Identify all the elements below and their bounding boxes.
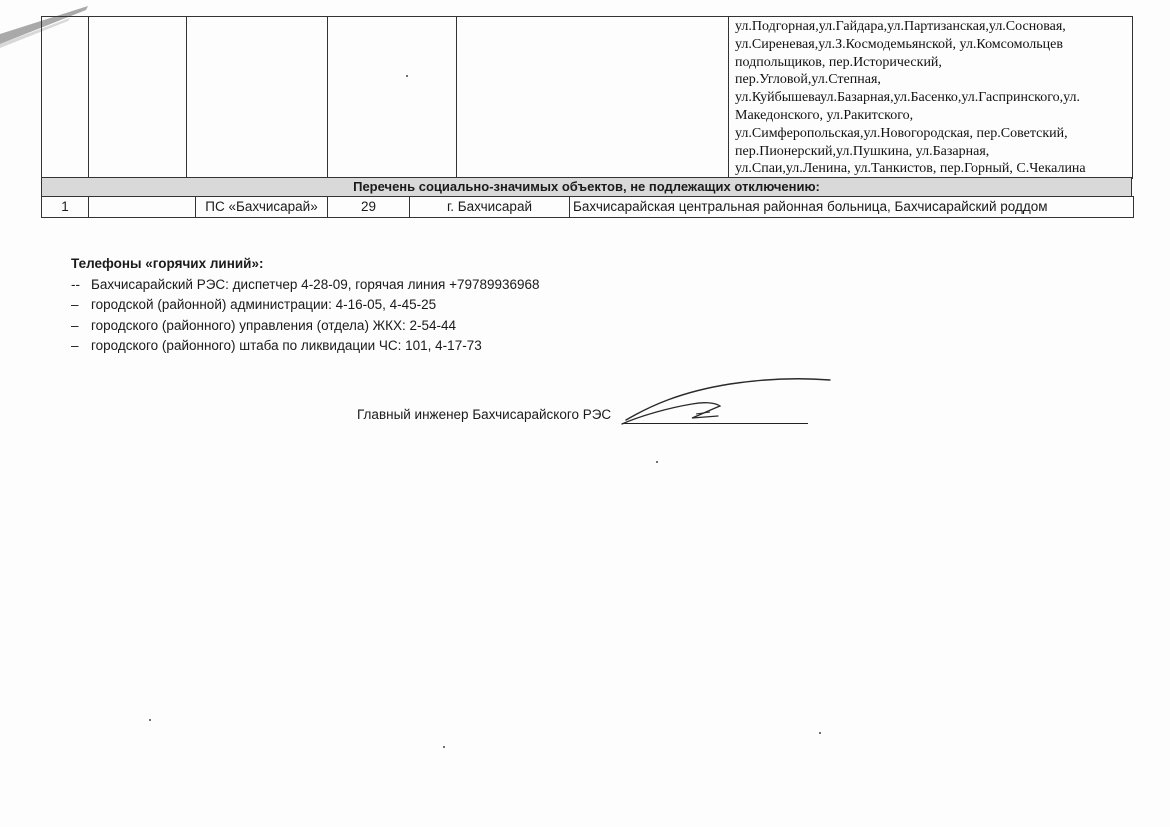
table-cell bbox=[89, 17, 187, 179]
street-line: Македонского, ул.Ракитского, bbox=[735, 107, 914, 123]
hotline-text: городской (районной) администрации: 4-16-05, 4-45-25 bbox=[91, 297, 437, 312]
street-line: пер.Угловой,ул.Степная, bbox=[735, 72, 881, 88]
scan-speck bbox=[149, 719, 151, 721]
street-line: ул.Спаи,ул.Ленина, ул.Танкистов, пер.Горный, С.Чекалина bbox=[735, 161, 1086, 177]
row-objects: Бахчисарайская центральная районная больница, Бахчисарайский роддом bbox=[570, 197, 1134, 218]
section-header: Перечень социально-значимых объектов, не подлежащих отключению: bbox=[41, 177, 1132, 197]
hotline-item bbox=[71, 295, 540, 316]
hotline-text: городского (районного) штаба по ликвидации ЧС: 101, 4-17-73 bbox=[91, 338, 482, 353]
scan-speck bbox=[443, 746, 445, 748]
signatory-title: Главный инженер Бахчисарайского РЭС bbox=[357, 407, 612, 422]
street-list-table bbox=[41, 16, 1133, 179]
row-empty-cell bbox=[89, 197, 196, 218]
table-cell bbox=[42, 17, 89, 179]
list-dash: – bbox=[71, 297, 79, 312]
hotline-item bbox=[71, 316, 540, 337]
list-dash: – bbox=[71, 317, 79, 333]
social-objects-table bbox=[41, 196, 1134, 218]
hotline-item bbox=[71, 275, 540, 296]
list-dash: – bbox=[71, 338, 79, 353]
street-line: пер.Пионерский,ул.Пушкина, ул.Базарная, bbox=[735, 143, 990, 159]
street-line: ул.Подгорная,ул.Гайдара,ул.Партизанская,ул.Сосновая, bbox=[735, 19, 1066, 34]
street-list-cell bbox=[729, 17, 1133, 179]
hotlines-block bbox=[71, 254, 540, 357]
hotlines-title: Телефоны «горячих линий»: bbox=[71, 256, 264, 271]
row-substation: ПС «Бахчисарай» bbox=[196, 197, 328, 218]
street-line: подпольщиков, пер.Исторический, bbox=[735, 54, 942, 70]
street-line: ул.Куйбышеваул.Базарная,ул.Басенко,ул.Гаспринского,ул. bbox=[735, 90, 1081, 106]
scan-speck bbox=[656, 461, 658, 463]
table-cell bbox=[187, 17, 328, 179]
scan-speck bbox=[406, 75, 408, 77]
table-cell bbox=[457, 17, 729, 179]
row-locality: г. Бахчисарай bbox=[410, 197, 570, 218]
row-number: 1 bbox=[42, 197, 89, 218]
scan-speck bbox=[819, 732, 821, 734]
handwritten-signature-icon bbox=[610, 372, 840, 432]
table-cell bbox=[328, 17, 457, 179]
street-line: ул.Сиреневая,ул.З.Космодемьянской, ул.Комсомольцев bbox=[735, 36, 1063, 52]
hotline-text: городского (районного) управления (отдела) ЖКХ: 2-54-44 bbox=[91, 317, 457, 333]
hotline-text: Бахчисарайский РЭС: диспетчер 4-28-09, горячая линия +79789936968 bbox=[91, 276, 540, 292]
row-feeder: 29 bbox=[328, 197, 410, 218]
hotline-item bbox=[71, 336, 540, 357]
list-dash: -- bbox=[71, 276, 80, 292]
table-row bbox=[42, 197, 1134, 218]
street-line: ул.Симферопольская,ул.Новогородская, пер.Советский, bbox=[735, 125, 1068, 141]
